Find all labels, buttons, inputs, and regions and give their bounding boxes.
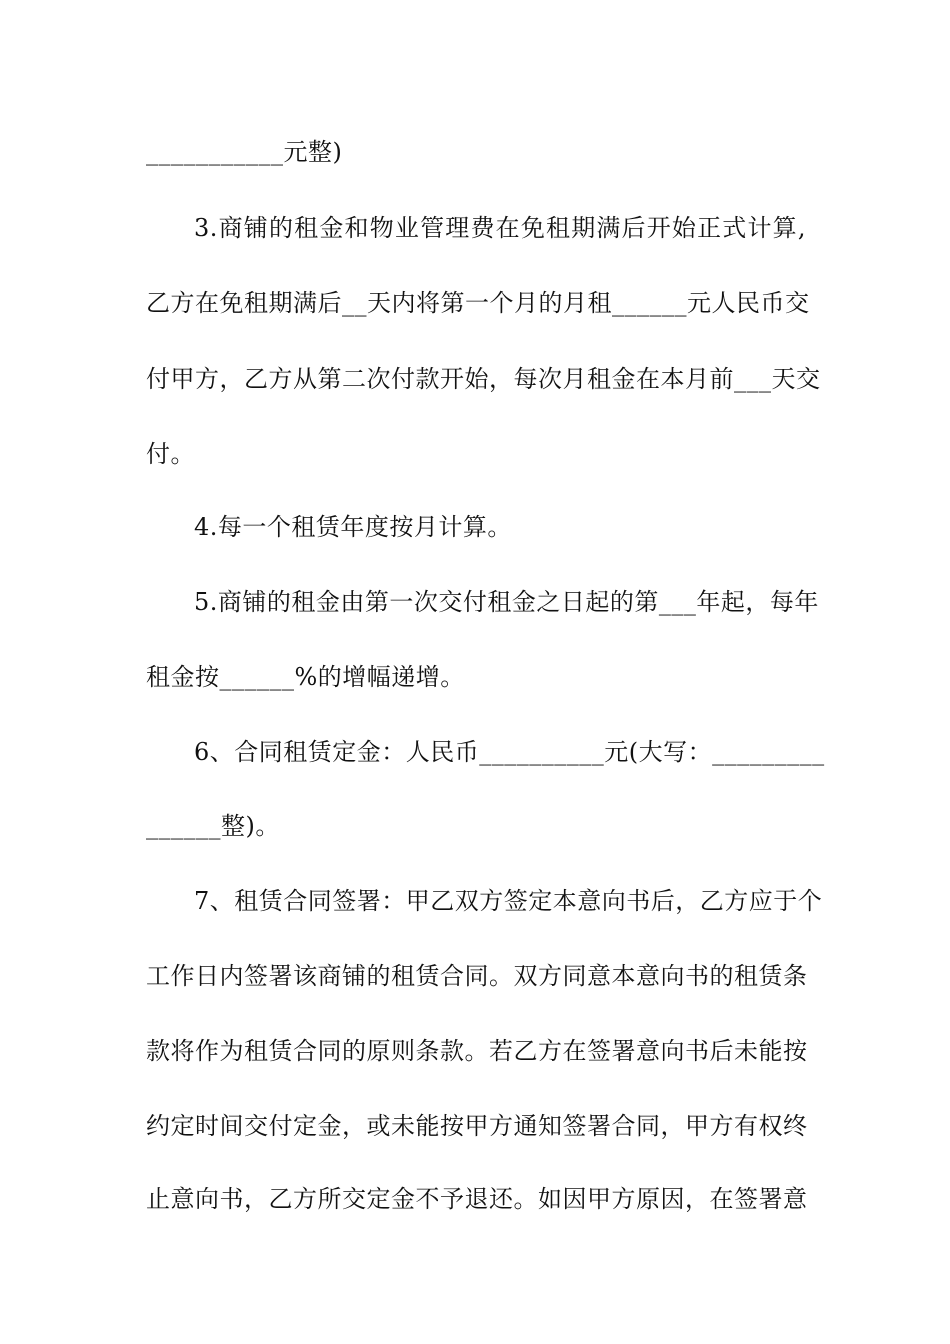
clause-3-line-2: 乙方在免租期满后__天内将第一个月的月租______元人民币交 [146,289,810,317]
clause-6-line-1: 6、合同租赁定金：人民币__________元(大写：_________ [194,738,825,766]
clause-5-line-1: 5.商铺的租金由第一次交付租金之日起的第___年起，每年 [194,588,819,616]
clause-7-line-5: 止意向书，乙方所交定金不予退还。如因甲方原因，在签署意 [146,1185,808,1213]
clause-7-line-4: 约定时间交付定金，或未能按甲方通知签署合同，甲方有权终 [146,1112,808,1140]
text-line-amount-end: ___________元整) [146,138,343,166]
clause-7-line-3: 款将作为租赁合同的原则条款。若乙方在签署意向书后未能按 [146,1037,808,1065]
clause-7-line-1: 7、租赁合同签署：甲乙双方签定本意向书后，乙方应于个 [194,887,823,915]
clause-3-line-3: 付甲方，乙方从第二次付款开始，每次月租金在本月前___天交 [146,365,821,393]
clause-4-line-1: 4.每一个租赁年度按月计算。 [194,513,512,541]
clause-5-line-2: 租金按______%的增幅递增。 [146,663,465,691]
clause-3-line-1: 3.商铺的租金和物业管理费在免租期满后开始正式计算, [194,214,806,242]
clause-6-line-2: ______整)。 [146,812,280,840]
clause-3-line-4: 付。 [146,440,195,468]
clause-7-line-2: 工作日内签署该商铺的租赁合同。双方同意本意向书的租赁条 [146,962,808,990]
